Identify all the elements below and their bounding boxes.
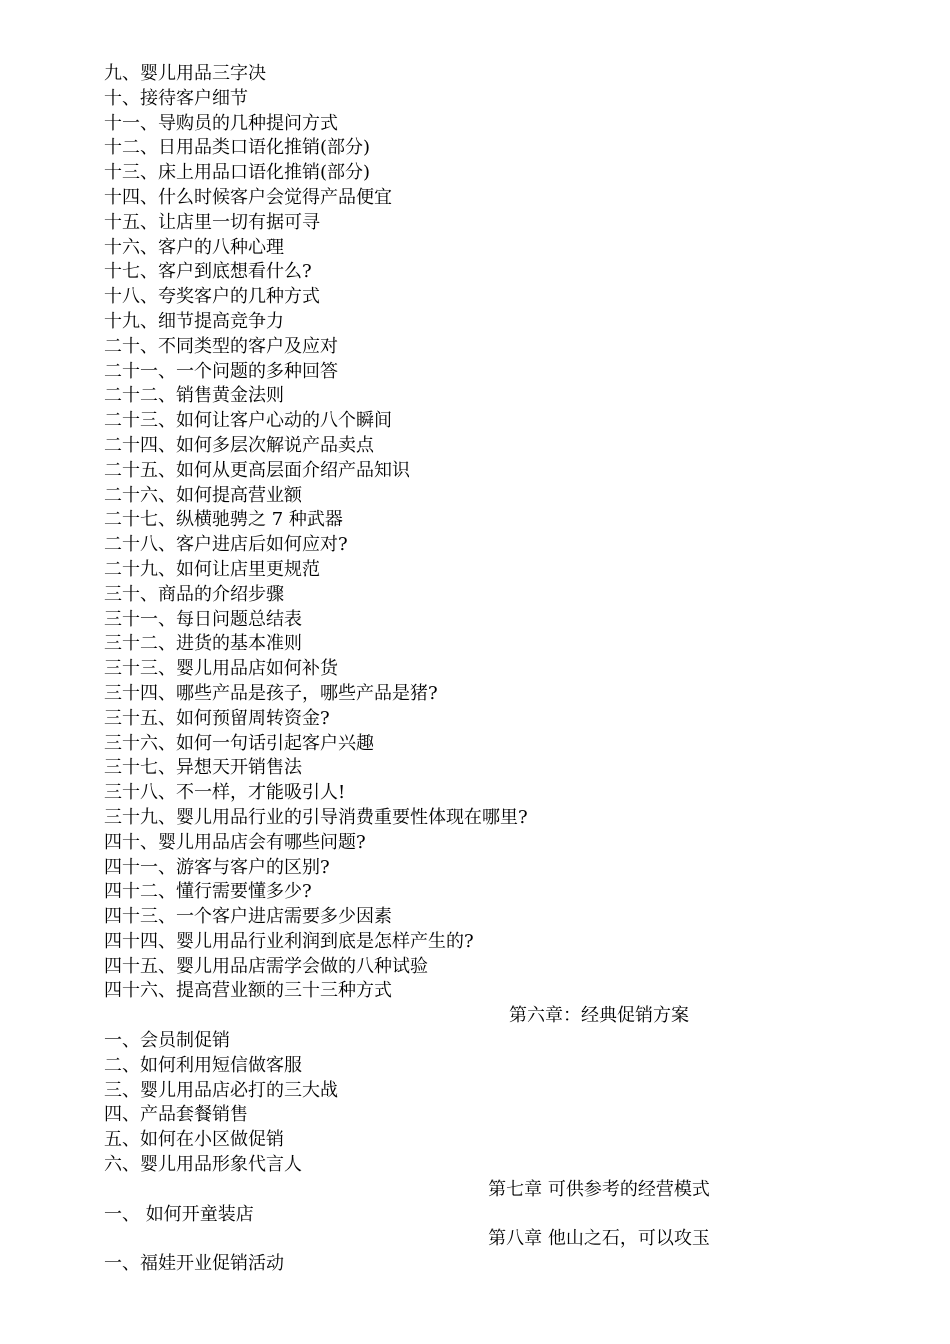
- toc-item: 三、婴儿用品店必打的三大战: [104, 1079, 338, 1101]
- toc-item: 三十三、婴儿用品店如何补货: [104, 658, 338, 680]
- document-page: [104, 62, 848, 1277]
- toc-item: 十二、日用品类口语化推销(部分): [104, 137, 371, 159]
- toc-item: 四十一、游客与客户的区别?: [104, 856, 330, 878]
- toc-item: 二十三、如何让客户心动的八个瞬间: [104, 410, 392, 432]
- toc-item: 十三、床上用品口语化推销(部分): [104, 162, 371, 184]
- toc-item: 三十五、如何预留周转资金?: [104, 707, 330, 729]
- toc-item: 三十七、异想天开销售法: [104, 757, 302, 779]
- toc-item: 四、产品套餐销售: [104, 1104, 248, 1126]
- toc-item: 二十九、如何让店里更规范: [104, 558, 320, 580]
- toc-item: 十、接待客户细节: [104, 87, 248, 109]
- toc-item: 十九、细节提高竞争力: [104, 310, 284, 332]
- chapter-heading: 第七章 可供参考的经营模式: [488, 1178, 710, 1200]
- toc-item: 二十六、如何提高营业额: [104, 484, 302, 506]
- toc-item: 三十六、如何一句话引起客户兴趣: [104, 732, 374, 754]
- toc-item: 三十、商品的介绍步骤: [104, 583, 284, 605]
- toc-item: 十五、让店里一切有据可寻: [104, 211, 320, 233]
- toc-item: 二十四、如何多层次解说产品卖点: [104, 434, 374, 456]
- toc-item: 四十二、懂行需要懂多少?: [104, 881, 312, 903]
- toc-item: 四十四、婴儿用品行业利润到底是怎样产生的?: [104, 930, 474, 952]
- toc-item: 十七、客户到底想看什么?: [104, 261, 312, 283]
- toc-item: 二十一、一个问题的多种回答: [104, 360, 338, 382]
- toc-item: 二十、不同类型的客户及应对: [104, 335, 338, 357]
- toc-item: 六、婴儿用品形象代言人: [104, 1154, 302, 1176]
- toc-item: 一、会员制促销: [104, 1030, 230, 1052]
- toc-item: 四十、婴儿用品店会有哪些问题?: [104, 831, 366, 853]
- toc-item: 十四、什么时候客户会觉得产品便宜: [104, 186, 392, 208]
- toc-item: 二十七、纵横驰骋之 7 种武器: [104, 509, 343, 531]
- toc-item: 二十二、销售黄金法则: [104, 385, 284, 407]
- toc-item: 四十五、婴儿用品店需学会做的八种试验: [104, 955, 428, 977]
- toc-item: 三十一、每日问题总结表: [104, 608, 302, 630]
- toc-item: 一、 如何开童装店: [104, 1203, 254, 1225]
- toc-item: 二、如何利用短信做客服: [104, 1054, 302, 1076]
- toc-item: 十一、导购员的几种提问方式: [104, 112, 338, 134]
- toc-item: 十六、客户的八种心理: [104, 236, 284, 258]
- toc-item: 三十二、进货的基本准则: [104, 633, 302, 655]
- toc-item: 三十九、婴儿用品行业的引导消费重要性体现在哪里?: [104, 806, 528, 828]
- toc-item: 二十八、客户进店后如何应对?: [104, 534, 348, 556]
- chapter-heading: 第六章：经典促销方案: [509, 1005, 689, 1027]
- toc-item: 三十四、哪些产品是孩子，哪些产品是猪?: [104, 682, 438, 704]
- toc-item: 九、婴儿用品三字决: [104, 63, 266, 84]
- chapter-heading: 第八章 他山之石，可以攻玉: [488, 1228, 710, 1250]
- toc-item: 三十八、不一样，才能吸引人!: [104, 782, 346, 804]
- toc-item: 四十六、提高营业额的三十三种方式: [104, 980, 392, 1002]
- toc-item: 一、福娃开业促销活动: [104, 1253, 284, 1275]
- toc-item: 二十五、如何从更高层面介绍产品知识: [104, 459, 410, 481]
- toc-item: 四十三、一个客户进店需要多少因素: [104, 906, 392, 928]
- toc-item: 五、如何在小区做促销: [104, 1129, 284, 1151]
- toc-item: 十八、夸奖客户的几种方式: [104, 286, 320, 308]
